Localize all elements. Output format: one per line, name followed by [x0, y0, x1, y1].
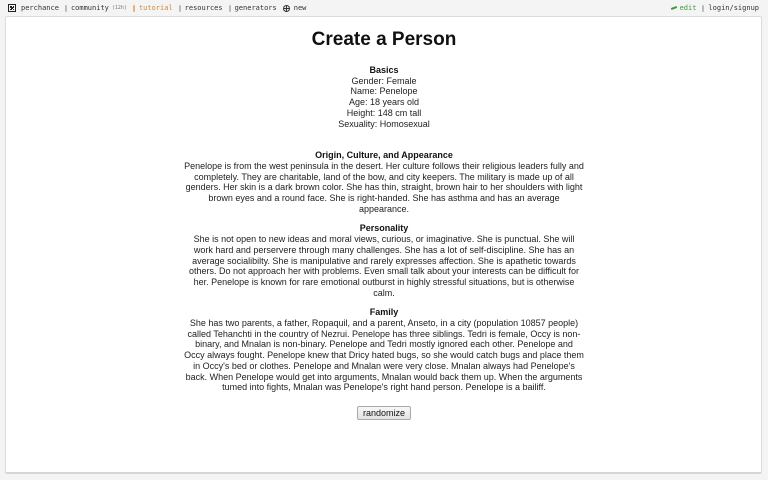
personality-section: [184, 223, 584, 298]
generators-icon: [229, 5, 231, 12]
nav-generators-link[interactable]: [229, 4, 277, 12]
nav-community-link[interactable]: [65, 4, 127, 12]
nav-tutorial-link[interactable]: [133, 4, 173, 12]
nav-edit-link[interactable]: [671, 4, 697, 12]
nav-new-link[interactable]: [283, 4, 307, 12]
generator-content: [184, 28, 584, 421]
sexuality-line: Sexuality: Homosexual: [338, 118, 430, 129]
nav-new-label: new: [293, 4, 307, 12]
community-icon: [65, 5, 67, 12]
height-line: Height: 148 cm tall: [346, 107, 422, 118]
origin-section: [184, 150, 584, 214]
nav-login-label: login/signup: [708, 4, 759, 12]
login-icon: [702, 5, 704, 12]
nav-perchance-label: perchance: [21, 4, 59, 12]
nav-login-link[interactable]: [702, 4, 759, 12]
origin-text: Penelope is from the west peninsula in the desert. Her culture follows their religious leaders fully and completely. They are charitable, land of the bow, and city keepers. The military is made up of all genders. Her skin is a dark brown color. She has thin, straight, brown hair to her shoulders with light brown eyes and a round face. She is right-handed. She has asthma and has an average appearance.: [184, 160, 584, 214]
nav-resources-link[interactable]: [179, 4, 223, 12]
randomize-button[interactable]: randomize: [357, 406, 411, 420]
nav-resources-label: resources: [184, 4, 223, 12]
personality-text: She is not open to new ideas and moral views, curious, or imaginative. She is punctual. She will work hard and perservere through many challenges. She has a lot of self-discipline. She has an average socialibilty. She is manipulative and rarely expresses affection. She is apathetic towards others. Do not approach her with problems. Even small talk about your interests can be difficult for her. Penelope is known for rare emotional outburst in highly stressful situations, but is otherwise calm.: [188, 234, 580, 298]
family-text: She has two parents, a father, Ropaquil, and a parent, Anseto, in a city (population 10857 people) called Tehanchti in the country of Nezrui. Penelope has three siblings. Tedri is female, Occy is non-binary, and Mnalan is non-binary. Penelope and Tedri mostly ignored each other. Penelope and Occy always fought. Penelope knew that Dricy hated bugs, so she would catch bugs and place them in Occy's bed or clothes. Penelope and Mnalan were very close. Mnalan always had Penelope's back. When Penelope would get into arguments, Mnalan would back them up. When the arguments tumed into fights, Mnalan was Penelope's right hand person. Penelope is a bailiff.: [184, 318, 584, 393]
basics-heading: Basics: [369, 65, 399, 75]
pencil-icon: [670, 6, 676, 10]
nav-perchance-link[interactable]: [8, 4, 59, 12]
nav-edit-label: edit: [679, 4, 697, 12]
family-section: [184, 307, 584, 393]
gender-line: Gender: Female: [351, 75, 417, 86]
name-line: Name: Penelope: [350, 86, 418, 97]
page-title: Create a Person: [311, 29, 457, 50]
origin-heading: Origin, Culture, and Appearance: [315, 150, 453, 161]
nav-left: [0, 4, 312, 12]
personality-heading: Personality: [359, 223, 409, 234]
community-count: (12h): [111, 5, 127, 11]
plus-circle-icon: [283, 5, 290, 12]
family-heading: Family: [369, 307, 399, 318]
resources-icon: [179, 5, 181, 12]
nav-community-label: community: [70, 4, 109, 12]
age-line: Age: 18 years old: [348, 97, 420, 108]
nav-right: [671, 4, 768, 12]
nav-generators-label: generators: [234, 4, 277, 12]
tutorial-icon: [133, 5, 135, 12]
top-navigation-bar: [0, 0, 768, 16]
nav-tutorial-label: tutorial: [138, 4, 173, 12]
basics-section: [184, 65, 584, 129]
die-icon: [8, 4, 16, 12]
randomize-wrapper: [184, 403, 584, 421]
